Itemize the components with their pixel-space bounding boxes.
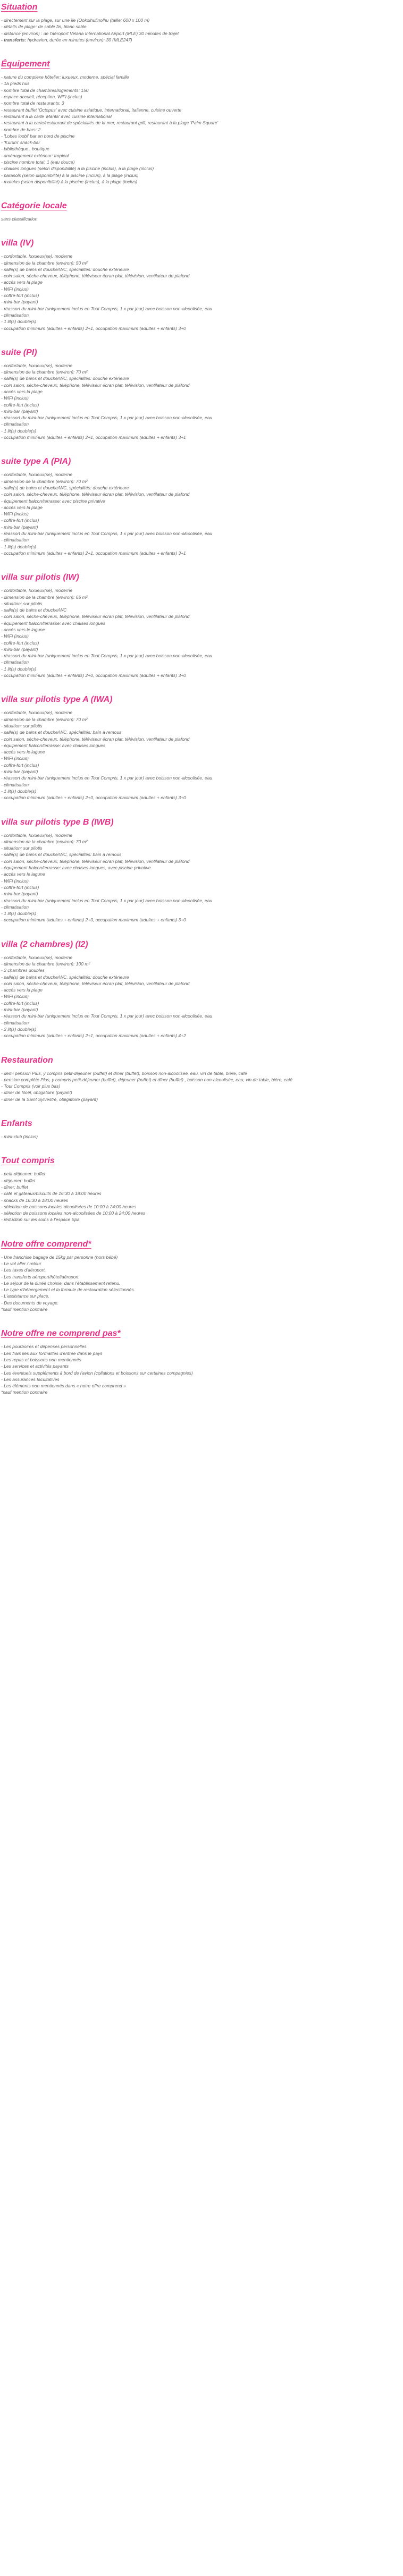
list-item: - climatisation (1, 312, 29, 318)
section-room (1, 939, 402, 1039)
list-item: - bibliothèque , boutique (1, 146, 49, 152)
list-item: - L'assistance sur place. (1, 1293, 49, 1299)
list-item: - coin salon, sèche-cheveux, téléphone, téléviseur écran plat, télévision, ventilateur de plafond (1, 980, 190, 986)
list-item: - mini-bar (payant) (1, 299, 38, 305)
list-item: - détails de plage: de sable fin, blanc sable (1, 24, 87, 30)
list-item: - coffre-fort (inclus) (1, 762, 39, 768)
list-item: - restaurant à la carte 'Manta' avec cuisine international (1, 113, 112, 119)
list-item: - réassort du mini-bar (uniquement inclus en Tout Compris, 1 x par jour) avec boisson non-alcoolisée, eau (1, 775, 213, 781)
list-item: - salle(s) de bains et douche/WC, spécialités: douche extérieure (1, 974, 129, 980)
room-title: villa (IV) (1, 239, 34, 248)
list-item: - chaises longues (selon disponibilité) à la piscine (inclus), à la plage (inclus) (1, 166, 154, 172)
list-item: - salle(s) de bains et douche/WC, spécialités: douche extérieure (1, 376, 129, 382)
list-item: - Une franchise bagage de 15kg par personne (hors bébé) (1, 1254, 118, 1260)
list-item: - nombre de bars: 2 (1, 126, 41, 132)
list-item: - réassort du mini-bar (uniquement inclus en Tout Compris, 1 x par jour) avec boisson non-alcoolisée, eau (1, 897, 213, 903)
list-item: - 1 lit(s) double(s) (1, 428, 37, 434)
list-item: - occupation minimum (adultes + enfants) 2+1, occupation maximum (adultes + enfants) 3+1 (1, 435, 186, 440)
list-item: - mini-bar (payant) (1, 408, 38, 414)
list-item: - confortable, luxueux(se), moderne (1, 710, 73, 716)
restauration-para-2: - pension complète Plus, y compris petit-déjeuner (buffet), déjeuner (buffet) et dîner (buffet) , boisson non-alcoolisée, eau, vin de table, bière, café (1, 1077, 293, 1082)
list-item: - coin salon, sèche-cheveux, téléphone, téléviseur écran plat, télévision, ventilateur de plafond (1, 614, 190, 620)
categorie-note: sans classification (1, 216, 38, 222)
list-item: *sauf mention contraire (1, 1389, 48, 1395)
list-item: - 1 lit(s) double(s) (1, 788, 37, 794)
list-item: - 1 lit(s) double(s) (1, 666, 37, 672)
list-item: - climatisation (1, 537, 29, 543)
section-room (1, 572, 402, 679)
section-room (1, 694, 402, 801)
list-item: - distance (environ) : de l'aéroport Velana International Airport (MLE) 30 minutes de trajet (1, 30, 179, 36)
list-item: - occupation minimum (adultes + enfants) 2+0, occupation maximum (adultes + enfants) 3+0 (1, 795, 186, 801)
list-item: - coin salon, sèche-cheveux, téléphone, téléviseur écran plat, télévision, ventilateur de plafond (1, 492, 190, 497)
section-situation (1, 2, 402, 43)
room-features-list (1, 362, 402, 441)
section-room (1, 817, 402, 923)
transfer-key: - transferts: (1, 37, 27, 43)
room-features-list (1, 832, 402, 923)
room-features-list (1, 253, 402, 332)
list-item: - Les frais liés aux formalités d'entrée dans le pays (1, 1350, 103, 1356)
offre-ne-comprend-list (1, 1343, 402, 1395)
list-item: - nombre total de restaurants: 3 (1, 100, 64, 106)
list-item: - 1 lit(s) double(s) (1, 319, 37, 325)
list-item: - équipement balcon/terrasse: avec piscine privative (1, 498, 105, 504)
section-title-offre-comprend: Notre offre comprend* (1, 1239, 91, 1249)
list-item: - réassort du mini-bar (uniquement inclus en Tout Compris, 1 x par jour) avec boisson non-alcoolisée, eau (1, 531, 213, 537)
list-item: - coffre-fort (inclus) (1, 884, 39, 890)
list-item: - dimension de la chambre (environ): 70 m² (1, 478, 88, 484)
list-item: - climatisation (1, 904, 29, 910)
list-item: - 2 chambres doubles (1, 968, 45, 973)
section-offre-comprend (1, 1239, 402, 1313)
section-title-restauration: Restauration (1, 1055, 53, 1065)
room-features-list (1, 587, 402, 679)
list-item: - Les taxes d'aéroport. (1, 1267, 46, 1273)
section-tout-compris (1, 1156, 402, 1223)
list-item: - 'Lobes loobi' bar en bord de piscine (1, 133, 75, 139)
room-title: villa sur pilotis type A (IWA) (1, 695, 113, 705)
list-item: - Les éléments non mentionnés dans « notre offre comprend » (1, 1383, 126, 1389)
list-item: - parasols (selon disponibilité) à la piscine (inclus), à la plage (inclus) (1, 172, 139, 178)
list-item: - occupation minimum (adultes + enfants) 2+0, occupation maximum (adultes + enfants) 3+0 (1, 917, 186, 923)
list-item: - matelas (selon disponibilité) à la piscine (inclus), à la plage (inclus) (1, 179, 138, 184)
list-item: - espace accueil, réception, WiFi (inclus) (1, 94, 82, 100)
list-item: - dîner: buffet (1, 1184, 28, 1190)
list-item: - mini-bar (payant) (1, 1007, 38, 1013)
transfer-value: hydravion, durée en minutes (environ): 30 (MLE247) (26, 37, 132, 43)
list-item: - Des documents de voyage. (1, 1300, 59, 1306)
list-item: - coffre-fort (inclus) (1, 640, 39, 646)
list-item: - restaurant buffet 'Octopus' avec cuisine asiatique, international, italienne, cuisine ouverte (1, 107, 182, 113)
list-item: - confortable, luxueux(se), moderne (1, 472, 73, 478)
list-item: - salle(s) de bains et douche/WC (1, 607, 67, 613)
list-item: - salle(s) de bains et douche/WC, spécialités: bain à remous (1, 730, 122, 735)
list-item: - dîner de la Saint Sylvestre, obligatoire (payant) (1, 1096, 98, 1102)
list-item: - Le vol aller / retour (1, 1261, 41, 1266)
list-item: - accès vers le lagune (1, 871, 45, 877)
list-item: - coffre-fort (inclus) (1, 1000, 39, 1006)
list-item: - salle(s) de bains et douche/WC, spécialités: douche extérieure (1, 266, 129, 272)
list-item: - occupation minimum (adultes + enfants) 2+1, occupation maximum (adultes + enfants) 4+2 (1, 1033, 186, 1039)
list-item: - réassort du mini-bar (uniquement inclus en Tout Compris, 1 x par jour) avec boisson non-alcoolisée, eau (1, 306, 213, 311)
list-item: - 2 lit(s) double(s) (1, 1026, 37, 1032)
section-room (1, 238, 402, 332)
list-item: - aménagement extérieur: tropical (1, 152, 69, 158)
list-item: - confortable, luxueux(se), moderne (1, 362, 73, 368)
list-item: - 'Kurum' snack-bar (1, 140, 40, 146)
list-item: *sauf mention contraire (1, 1307, 48, 1312)
list-item: - situation: sur pilotis (1, 723, 43, 728)
room-features-list (1, 709, 402, 801)
list-item: - accès vers le lagune (1, 627, 45, 632)
offre-comprend-list (1, 1254, 402, 1313)
list-item: - 1à pieds nus (1, 81, 30, 87)
list-item: - coin salon, sèche-cheveux, téléphone, téléviseur écran plat, télévision, ventilateur de plafond (1, 273, 190, 279)
list-item: - coin salon, sèche-cheveux, téléphone, téléviseur écran plat, télévision, ventilateur de plafond (1, 736, 190, 742)
list-item: - confortable, luxueux(se), moderne (1, 954, 73, 960)
list-item: - Les éventuels suppléments à bord de l'avion (collations et boissons sur certaines compagnies) (1, 1370, 193, 1376)
list-item: - mini-bar (payant) (1, 891, 38, 897)
room-features-list (1, 471, 402, 556)
list-item: - confortable, luxueux(se), moderne (1, 253, 73, 259)
list-item: - sélection de boissons locales non-alcoolisées de 10:00 à 24:00 heures (1, 1210, 146, 1216)
room-title: villa sur pilotis type B (IWB) (1, 817, 114, 827)
list-item: - restaurant à la carte/restaurant de spécialités de la mer, restaurant grill, restaurant à la plage 'Palm Square' (1, 120, 219, 126)
list-item: - mini-bar (payant) (1, 646, 38, 652)
section-title-tout-compris: Tout compris (1, 1156, 55, 1166)
list-item: - occupation minimum (adultes + enfants) 2+0, occupation maximum (adultes + enfants) 3+0 (1, 673, 186, 679)
list-item: - confortable, luxueux(se), moderne (1, 588, 73, 594)
list-item: - Les assurances facultatives (1, 1376, 60, 1382)
list-item: - Le séjour de la durée choisie, dans l'établissement retenu. (1, 1280, 121, 1286)
room-title: villa (2 chambres) (I2) (1, 939, 88, 949)
list-item: - WiFi (inclus) (1, 286, 29, 292)
section-title-situation: Situation (1, 3, 38, 12)
room-features-list (1, 954, 402, 1039)
list-item: - Le type d'hébergement et la formule de restauration sélectionnés. (1, 1287, 136, 1293)
list-item: - Les repas et boissons non mentionnés (1, 1357, 81, 1362)
list-item: - accès vers la plage (1, 279, 43, 285)
rooms-container (1, 238, 402, 1039)
list-item-transfer (1, 37, 402, 43)
list-item: - occupation minimum (adultes + enfants) 2+1, occupation maximum (adultes + enfants) 3+1 (1, 550, 186, 556)
list-item: - dimension de la chambre (environ): 70 m² (1, 369, 88, 375)
list-item: - dimension de la chambre (environ): 65 m² (1, 594, 88, 600)
list-item: - climatisation (1, 421, 29, 427)
list-item: - mini-club (inclus) (1, 1134, 38, 1140)
section-room (1, 456, 402, 556)
list-item: - réassort du mini-bar (uniquement inclus en Tout Compris, 1 x par jour) avec boisson non-alcoolisée, eau (1, 653, 213, 659)
list-item: - accès vers la plage (1, 504, 43, 510)
list-item: - dimension de la chambre (environ): 100 m² (1, 961, 90, 967)
list-item: - WiFi (inclus) (1, 756, 29, 761)
section-offre-ne-comprend (1, 1328, 402, 1395)
room-title: villa sur pilotis (IW) (1, 573, 79, 582)
list-item: - Les transferts aéroport/hôtel/aéroport. (1, 1274, 80, 1279)
list-item: - climatisation (1, 1020, 29, 1026)
situation-list (1, 17, 402, 43)
list-item: - Les services et activités payants (1, 1363, 69, 1369)
list-item: - 1 lit(s) double(s) (1, 544, 37, 549)
section-room (1, 348, 402, 441)
list-item: - WiFi (inclus) (1, 511, 29, 517)
list-item: - snacks de 16:30 à 18:00 heures (1, 1197, 69, 1203)
room-title: suite (PI) (1, 348, 37, 357)
list-item: - WiFi (inclus) (1, 994, 29, 999)
list-item: - confortable, luxueux(se), moderne (1, 832, 73, 838)
list-item: - équipement balcon/terrasse: avec chaises longues (1, 742, 106, 748)
list-item: - salle(s) de bains et douche/WC, spécialités: bain à remous (1, 852, 122, 858)
list-item: - réassort du mini-bar (uniquement inclus en Tout Compris, 1 x par jour) avec boisson non-alcoolisée, eau (1, 1013, 213, 1019)
enfants-list (1, 1133, 402, 1140)
list-item: - coin salon, sèche-cheveux, téléphone, téléviseur écran plat, télévision, ventilateur de plafond (1, 382, 190, 388)
list-item: - coin salon, sèche-cheveux, téléphone, téléviseur écran plat, télévision, ventilateur de plafond (1, 858, 190, 864)
list-item: - directement sur la plage, sur une île (Ookolhufinolhu (taille: 600 x 100 m) (1, 18, 150, 23)
list-item: - salle(s) de bains et douche/WC, spécialités: douche extérieure (1, 485, 129, 490)
list-item: - coffre-fort (inclus) (1, 518, 39, 523)
list-item: - réassort du mini-bar (uniquement inclus en Tout Compris, 1 x par jour) avec boisson non-alcoolisée, eau (1, 415, 213, 421)
section-title-offre-ne-comprend: Notre offre ne comprend pas* (1, 1329, 121, 1338)
list-item: - occupation minimum (adultes + enfants) 2+1, occupation maximum (adultes + enfants) 3+0 (1, 325, 186, 331)
list-item: - piscine nombre total: 1 (eau douce) (1, 159, 75, 165)
list-item: - mini-bar (payant) (1, 524, 38, 530)
list-item: - coffre-fort (inclus) (1, 402, 39, 408)
list-item: - situation: sur pilotis (1, 845, 43, 851)
list-item: - réduction sur les soins à l'espace Spa (1, 1217, 80, 1223)
tout-compris-list (1, 1171, 402, 1223)
list-item: - sélection de boissons locales alcoolisées de 10:00 à 24:00 heures (1, 1204, 137, 1209)
list-item: - Tout Compris (voir plus bas) (1, 1083, 61, 1089)
list-item: - équipement balcon/terrasse: avec chaises longues, avec piscine privative (1, 865, 151, 871)
list-item: - café et gâteaux/biscuits de 16:30 à 18:00 heures (1, 1191, 102, 1197)
list-item: - climatisation (1, 659, 29, 665)
equipement-list (1, 74, 402, 185)
list-item: - mini-bar (payant) (1, 769, 38, 775)
list-item: - nature du complexe hôtelier: luxueux, moderne, spécial famille (1, 74, 129, 80)
section-title-equipement: Équipement (1, 60, 50, 69)
restauration-list (1, 1083, 402, 1103)
section-restauration (1, 1055, 402, 1103)
section-equipement (1, 59, 402, 185)
restauration-para-1: - demi pension Plus, y compris petit-déjeuner (buffet) et dîner (buffet), boisson non-alcoolisée, eau, vin de table, bière, café (1, 1070, 247, 1076)
list-item: - accès vers la plage (1, 388, 43, 394)
list-item: - coffre-fort (inclus) (1, 293, 39, 299)
list-item: - dimension de la chambre (environ): 70 m² (1, 716, 88, 722)
room-title: suite type A (PIA) (1, 457, 71, 467)
list-item: - Les pourboires et dépenses personnelles (1, 1344, 87, 1350)
section-title-categorie: Catégorie locale (1, 201, 67, 211)
list-item: - accès vers le lagune (1, 749, 45, 755)
list-item: - déjeuner: buffet (1, 1177, 36, 1183)
list-item: - équipement balcon/terrasse: avec chaises longues (1, 620, 106, 626)
list-item: - nombre total de chambres/logements: 150 (1, 87, 89, 93)
list-item: - dimension de la chambre (environ): 70 m² (1, 838, 88, 844)
list-item: - accès vers la plage (1, 987, 43, 993)
section-title-enfants: Enfants (1, 1119, 32, 1129)
section-enfants (1, 1118, 402, 1140)
list-item: - climatisation (1, 782, 29, 787)
list-item: - dimension de la chambre (environ): 50 m² (1, 260, 88, 266)
list-item: - 1 lit(s) double(s) (1, 911, 37, 917)
list-item: - WiFi (inclus) (1, 395, 29, 401)
list-item: - petit-déjeuner: buffet (1, 1171, 46, 1177)
list-item: - situation: sur pilotis (1, 600, 43, 606)
section-categorie (1, 201, 402, 222)
list-item: - dîner de Noël, obligatoire (payant) (1, 1090, 72, 1096)
list-item: - WiFi (inclus) (1, 633, 29, 639)
list-item: - WiFi (inclus) (1, 878, 29, 884)
